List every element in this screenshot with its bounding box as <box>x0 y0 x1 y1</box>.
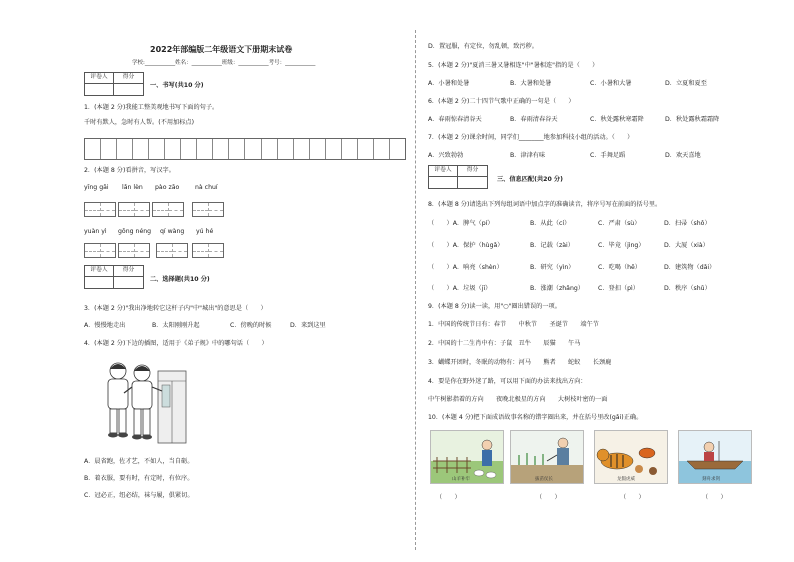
question-5: 5．(本题 2 分)"夏消三暑又暑相连"中"暑相连"指的是（ ） <box>428 62 599 69</box>
q6-option-c[interactable]: C．秋处露秋寒霜降 <box>590 116 644 123</box>
question-7: 7．(本题 2 分)课余时间，同学们________地参加科技小组的活动。（ ） <box>428 134 634 141</box>
q4-option-c[interactable]: C．冠必正，纽必结，袜与履，俱紧切。 <box>84 492 194 499</box>
section-title-writing: 一、书写(共10 分) <box>150 82 204 89</box>
q6-option-a[interactable]: A．春雨惊春清谷天 <box>428 116 482 123</box>
q8-row-4-c[interactable]: C．登扣（pì） <box>598 285 639 292</box>
q8-row-3-c[interactable]: C．吃喝（hē） <box>598 264 641 271</box>
q7-option-b[interactable]: B．津津有味 <box>510 152 546 159</box>
q8-row-2-a[interactable]: （ ）A．保护（hùgǎ） <box>428 242 504 249</box>
tianzige-box[interactable] <box>192 243 224 258</box>
page-title: 2022年部编版二年级语文下册期末试卷 <box>150 45 293 54</box>
tianzige-box[interactable] <box>192 202 224 217</box>
idiom-caption-3: 龙假虎威 <box>617 477 635 482</box>
score-box-label-grader: 评卷人 <box>85 266 114 277</box>
question-2: 2．(本题 8 分)看拼音，写汉字。 <box>84 167 175 174</box>
idiom-caption-1: 山羊补牢 <box>452 477 470 482</box>
q8-row-2-c[interactable]: C．毕竟（jìng） <box>598 242 645 249</box>
writing-grid[interactable] <box>84 138 406 160</box>
tianzige-box[interactable] <box>152 202 184 217</box>
tianzige-box[interactable] <box>84 202 116 217</box>
q7-option-c[interactable]: C．手舞足蹈 <box>590 152 626 159</box>
q5-option-d[interactable]: D．立夏和夏至 <box>665 80 707 87</box>
q6-option-b[interactable]: B．春雨清春谷天 <box>510 116 558 123</box>
question-4: 4．(本题 2 分)下边的插图，适用于《弟子规》中的哪句话（ ） <box>84 340 268 347</box>
page-divider <box>415 30 416 550</box>
q8-row-1-c[interactable]: C．严肃（sù） <box>598 220 641 227</box>
answer-paren-1[interactable]: （ ） <box>436 494 461 501</box>
section-title-matching: 三、信息匹配(共20 分) <box>497 176 563 183</box>
score-box-cell <box>429 177 458 188</box>
score-box-label-score: 得分 <box>114 266 143 277</box>
q3-option-b[interactable]: B．太阳刚刚升起 <box>152 322 200 329</box>
answer-paren-3[interactable]: （ ） <box>620 494 645 501</box>
pinyin-1-1: yīng gāi <box>84 184 109 191</box>
student-info-line: 学校:___________姓名：___________班级：___________考号：___________ <box>132 60 316 66</box>
q9-line-3[interactable]: 3．蝴蝶开团时，冬眠的动物有：河马 熊者 蛇蚁 长颈鹿 <box>428 359 612 366</box>
tianzige-box[interactable] <box>156 243 188 258</box>
tianzige-box[interactable] <box>118 202 150 217</box>
question-10: 10．(本题 4 分)把下面成语故事名称的错字圈出来，并在括号里改(gǎi)正确。 <box>428 414 643 421</box>
q9-line-5[interactable]: 中午树影指着的方向 夜晚北极星的方向 大树枝叶密的一面 <box>428 396 608 403</box>
score-box-2 <box>84 265 144 289</box>
score-box-label-grader: 评卷人 <box>85 73 114 84</box>
pinyin-2-3: qí wàng <box>160 228 185 235</box>
tiger-fox-icon <box>595 431 667 483</box>
score-box-cell <box>114 277 143 288</box>
pinyin-1-4: nà chuí <box>195 184 218 191</box>
score-box-cell <box>85 277 114 288</box>
answer-paren-4[interactable]: （ ） <box>702 494 727 501</box>
q8-row-4-b[interactable]: B．涨潮（zhǎng） <box>530 285 584 292</box>
q4-option-a[interactable]: A．晨省跑，佐才艺，不如人，当自砺。 <box>84 458 194 465</box>
q9-line-2[interactable]: 2．中国的十二生肖中有：子鼠 丑牛 辰猫 午马 <box>428 340 581 347</box>
score-box-cell <box>85 84 114 95</box>
q7-option-d[interactable]: D．欢天喜地 <box>665 152 701 159</box>
q3-option-a[interactable]: A．慢慢地走出 <box>84 322 126 329</box>
q8-row-3-b[interactable]: B．研究（yìn） <box>530 264 575 271</box>
q5-option-c[interactable]: C．小暑和大暑 <box>590 80 632 87</box>
q8-row-1-b[interactable]: B．从此（cí） <box>530 220 571 227</box>
boat-sword-icon <box>679 431 751 483</box>
question-3: 3．(本题 2 分)"我出净地转它这杆子内"中"城出"的意思是（ ） <box>84 305 267 312</box>
question-1: 1．(本题 2 分)我能工整美观地书写下面的句子。 <box>84 104 219 111</box>
q8-row-3-a[interactable]: （ ）A．响亮（shèn） <box>428 264 503 271</box>
q3-option-d[interactable]: D．来到这里 <box>290 322 326 329</box>
q5-option-b[interactable]: B．大暑和处暑 <box>510 80 552 87</box>
q9-line-1[interactable]: 1．中国的传统节日有：春节 中秋节 圣诞节 端午节 <box>428 321 599 328</box>
question-8: 8．(本题 8 分)请选出下列每组词语中加点字的准确读音，将序号写在前面的括号里。 <box>428 201 662 208</box>
q8-row-4-d[interactable]: D．秩序（shǔ） <box>664 285 711 292</box>
score-box-label-score: 得分 <box>114 73 143 84</box>
answer-paren-2[interactable]: （ ） <box>536 494 561 501</box>
idiom-picture-boat <box>678 430 752 484</box>
score-box-1 <box>84 72 144 96</box>
score-box-cell <box>458 177 487 188</box>
score-box-3 <box>428 165 488 189</box>
q3-option-c[interactable]: C．傍晚的时候 <box>230 322 272 329</box>
idiom-picture-tiger <box>594 430 668 484</box>
idiom-caption-2: 拔苗仗长 <box>535 477 553 482</box>
idiom-picture-sheep <box>430 430 504 484</box>
q4-option-d[interactable]: D．置冠服，有定位，勿乱顿，致污秽。 <box>428 43 538 50</box>
pinyin-1-2: lǎn lèn <box>122 184 143 191</box>
q5-option-a[interactable]: A．小暑和处暑 <box>428 80 470 87</box>
question-6: 6．(本题 2 分)二十四节气歌中正确的一句是（ ） <box>428 98 575 105</box>
score-box-label-grader: 评卷人 <box>429 166 458 177</box>
q6-option-d[interactable]: D．秋处露秋霜霜降 <box>665 116 720 123</box>
seedlings-icon <box>511 431 583 483</box>
q8-row-1-a[interactable]: （ ）A．脾气（pí） <box>428 220 494 227</box>
pinyin-2-2: gōng néng <box>118 228 152 235</box>
q8-row-4-a[interactable]: （ ）A．垃圾（jī） <box>428 285 492 292</box>
q7-option-a[interactable]: A．兴致勃勃 <box>428 152 464 159</box>
q4-option-b[interactable]: B．着衣服，要有时，有定时，有位序。 <box>84 475 194 482</box>
q8-row-2-d[interactable]: D．大厦（xià） <box>664 242 709 249</box>
idiom-caption-4: 刻舟求剑 <box>702 477 720 482</box>
q8-row-2-b[interactable]: B．记载（zài） <box>530 242 574 249</box>
question-9: 9．(本题 8 分)读一读，用"○"圈出错误的一项。 <box>428 303 561 310</box>
pinyin-2-1: yuàn yì <box>84 228 107 235</box>
idiom-picture-seedlings <box>510 430 584 484</box>
question-1-sentence: 千时有默人，急时有人帮。(不用加标点) <box>84 119 195 126</box>
q8-row-3-d[interactable]: D．建筑物（dǎi） <box>664 264 716 271</box>
pinyin-1-3: pào zāo <box>155 184 180 191</box>
q9-line-4: 4．要是你在野外迷了路，可以用下面的办法来找出方向： <box>428 378 587 385</box>
tianzige-box[interactable] <box>84 243 116 258</box>
sheep-pen-icon <box>431 431 503 483</box>
children-wardrobe-illustration <box>96 357 191 447</box>
score-box-cell <box>114 84 143 95</box>
score-box-label-score: 得分 <box>458 166 487 177</box>
pinyin-2-4: yú hé <box>196 228 214 235</box>
q8-row-1-d[interactable]: D．扫帚（shǒ） <box>664 220 711 227</box>
section-title-choice: 二、选择题(共10 分) <box>150 276 210 283</box>
tianzige-box[interactable] <box>118 243 150 258</box>
